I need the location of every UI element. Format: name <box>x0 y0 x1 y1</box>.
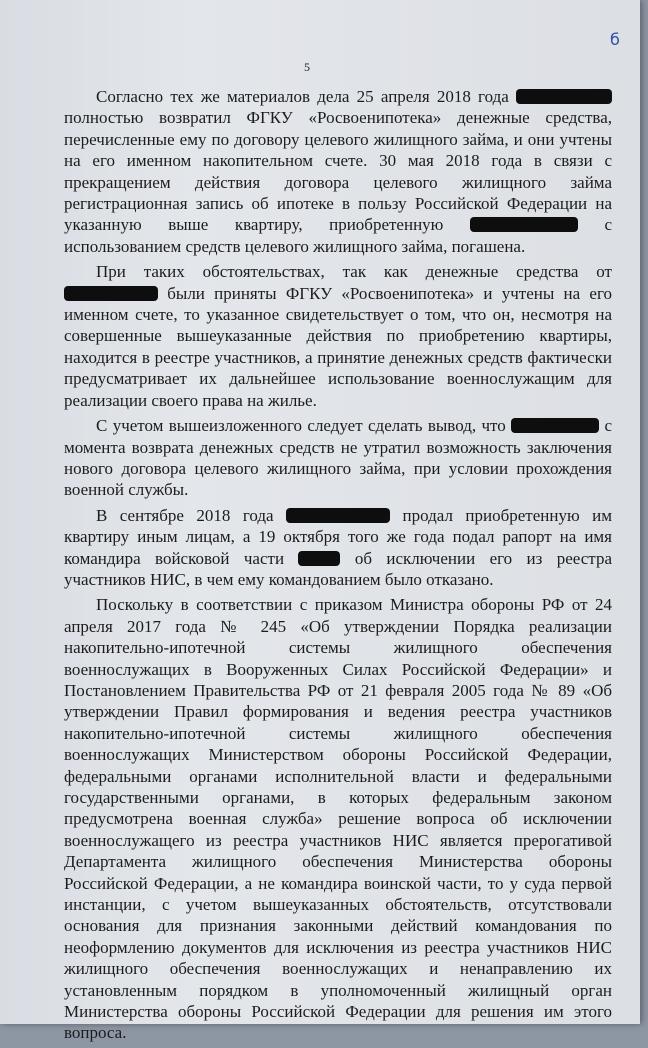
paragraph-3 <box>64 415 612 501</box>
page-number: 5 <box>304 60 310 74</box>
paragraph-text: При таких обстоятельствах, так как денежные средства от <box>96 262 612 282</box>
paragraph-text: продал приобретенную им квартиру иным лицам, а 19 октября того же года подал рапорт на имя командира войсковой части <box>64 505 612 568</box>
paragraph-text: были приняты ФГКУ «Росвоенипотека» и учтены на его именном счете, то указанное свидетельствует о том, что он, несмотря на совершенные вышеуказанные действия по приобретению квартиры, находится в реестре участников, а принятие денежных средств фактически предусматривает их дальнейшее использование военнослужащим для реализации своего права на жилье. <box>64 283 612 410</box>
paragraph-text: Согласно тех же материалов дела 25 апреля 2018 года <box>96 87 516 106</box>
paragraph-text: В сентябре 2018 года <box>96 505 287 525</box>
redaction-mark <box>511 418 599 433</box>
paragraph-text: С учетом вышеизложенного следует сделать вывод, что <box>96 416 512 436</box>
paragraph-text: с момента возврата денежных средств не утратил возможность заключения нового договора целевого жилищного займа, при условии прохождения военной службы. <box>64 416 612 500</box>
redaction-mark <box>286 508 390 523</box>
paragraph-text: об исключении его из реестра участников НИС, в чем ему командованием было отказано. <box>64 548 612 589</box>
paragraph-text: полностью возвратил ФГКУ «Росвоенипотека» денежные средства, перечисленные ему по договору целевого жилищного займа, и они учтены на его именном накопительном счете. 30 мая 2018 года в связи с прекращением действия договора целевого жилищного займа регистрационная запись об ипотеке в пользу Российской Федерации на указанную выше квартиру, приобретенную <box>64 108 612 235</box>
redaction-mark <box>298 551 340 566</box>
redaction-mark <box>516 89 612 104</box>
paragraph-1 <box>64 86 612 257</box>
paragraph-text: Поскольку в соответствии с приказом Министра обороны РФ от 24 апреля 2017 года № 245 «Об утверждении Порядка реализации накопительно-ипотечной системы жилищного обеспечения военнослужащих в Вооруженных Силах Российской Федерации» и Постановлением Правительства РФ от 21 февраля 2005 года № 89 «Об утверждении Правил формирования и ведения реестра участников накопительно-ипотечной системы жилищного обеспечения военнослужащих Министерством обороны Российской Федерации, федеральными органами исполнительной власти и федеральными государственными органами, в которых федеральным законом предусмотрена военная служба» решение вопроса об исключении военнослужащего из реестра участников НИС является прерогативой Департамента жилищного обеспечения Министерства обороны Российской Федерации, а не командира воинской части, то у суда первой инстанции, с учетом вышеуказанных обстоятельств, отсутствовали основания для признания законными действий командования по неоформлению документов для исключения из реестра участников НИС жилищного обеспечения военнослужащих и ненаправлению их установленным порядком в уполномоченный жилищный орган Министерства обороны Российской Федерации для решения им этого вопроса. <box>64 595 612 1043</box>
redaction-mark <box>470 217 578 232</box>
paragraph-text: с использованием средств целевого жилищного займа, погашена. <box>64 215 612 256</box>
paragraph-2 <box>64 261 612 411</box>
paragraph-5 <box>64 594 612 1044</box>
handwritten-corner-mark: б <box>610 30 620 49</box>
document-body <box>64 86 612 1048</box>
paragraph-4 <box>64 505 612 591</box>
redaction-mark <box>64 286 158 301</box>
